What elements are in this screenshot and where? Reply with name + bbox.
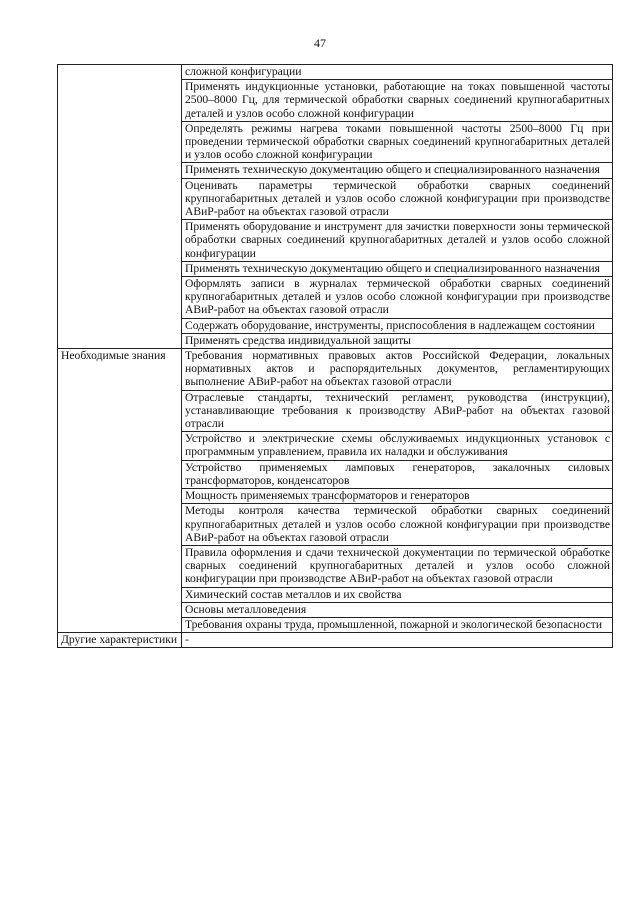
- list-item: Основы металловедения: [182, 602, 613, 617]
- list-item: Требования нормативных правовых актов Российской Федерации, локальных нормативных актов и распорядительных документов, регламентирующих выполнение АВиР-работ на объектах газовой отрасли: [182, 349, 613, 391]
- list-item: Применять средства индивидуальной защиты: [182, 333, 613, 348]
- table-row: [58, 65, 613, 80]
- list-item: Требования охраны труда, промышленной, пожарной и экологической безопасности: [182, 617, 613, 632]
- list-item: Устройство и электрические схемы обслуживаемых индукционных установок с программным управлением, правила их наладки и обслуживания: [182, 432, 613, 460]
- list-item: Определять режимы нагрева токами повышенной частоты 2500–8000 Гц при проведении термической обработки сварных соединений крупногабаритных деталей и узлов особо сложной конфигурации: [182, 121, 613, 163]
- table-row: [58, 349, 613, 391]
- table-row: [58, 633, 613, 648]
- list-item: Устройство применяемых ламповых генераторов, закалочных силовых трансформаторов, конденсаторов: [182, 460, 613, 488]
- list-item: Применять оборудование и инструмент для зачистки поверхности зоны термической обработки сварных соединений крупногабаритных деталей и узлов особо сложной конфигурации: [182, 220, 613, 262]
- section-label-knowledge: Необходимые знания: [58, 349, 182, 633]
- list-item: -: [182, 633, 613, 648]
- list-item: Применять техническую документацию общего и специализированного назначения: [182, 261, 613, 276]
- list-item: Отраслевые стандарты, технический регламент, руководства (инструкции), устанавливающие требования к производству АВиР-работ на объектах газовой отрасли: [182, 390, 613, 432]
- list-item: Химический состав металлов и их свойства: [182, 587, 613, 602]
- list-item: Методы контроля качества термической обработки сварных соединений крупногабаритных деталей и узлов особо сложной конфигурации при производстве АВиР-работ на объектах газовой отрасли: [182, 504, 613, 546]
- list-item: сложной конфигурации: [182, 65, 613, 80]
- list-item: Содержать оборудование, инструменты, приспособления в надлежащем состоянии: [182, 318, 613, 333]
- list-item: Мощность применяемых трансформаторов и генераторов: [182, 489, 613, 504]
- list-item: Оценивать параметры термической обработки сварных соединений крупногабаритных деталей и узлов особо сложной конфигурации при производстве АВиР-работ на объектах газовой отрасли: [182, 178, 613, 220]
- list-item: Оформлять записи в журналах термической обработки сварных соединений крупногабаритных деталей и узлов особо сложной конфигурации при производстве АВиР-работ на объектах газовой отрасли: [182, 277, 613, 319]
- requirements-table: [57, 64, 613, 648]
- section-label: [58, 65, 182, 349]
- list-item: Применять индукционные установки, работающие на токах повышенной частоты 2500–8000 Гц, для термической обработки сварных соединений крупногабаритных деталей и узлов особо сложной конфигурации: [182, 80, 613, 122]
- list-item: Применять техническую документацию общего и специализированного назначения: [182, 163, 613, 178]
- section-label-other: Другие характеристики: [58, 633, 182, 648]
- list-item: Правила оформления и сдачи технической документации по термической обработке сварных соединений крупногабаритных деталей и узлов особо сложной конфигурации при производстве АВиР-работ на объектах газовой отрасли: [182, 545, 613, 587]
- page-number: 47: [314, 36, 326, 50]
